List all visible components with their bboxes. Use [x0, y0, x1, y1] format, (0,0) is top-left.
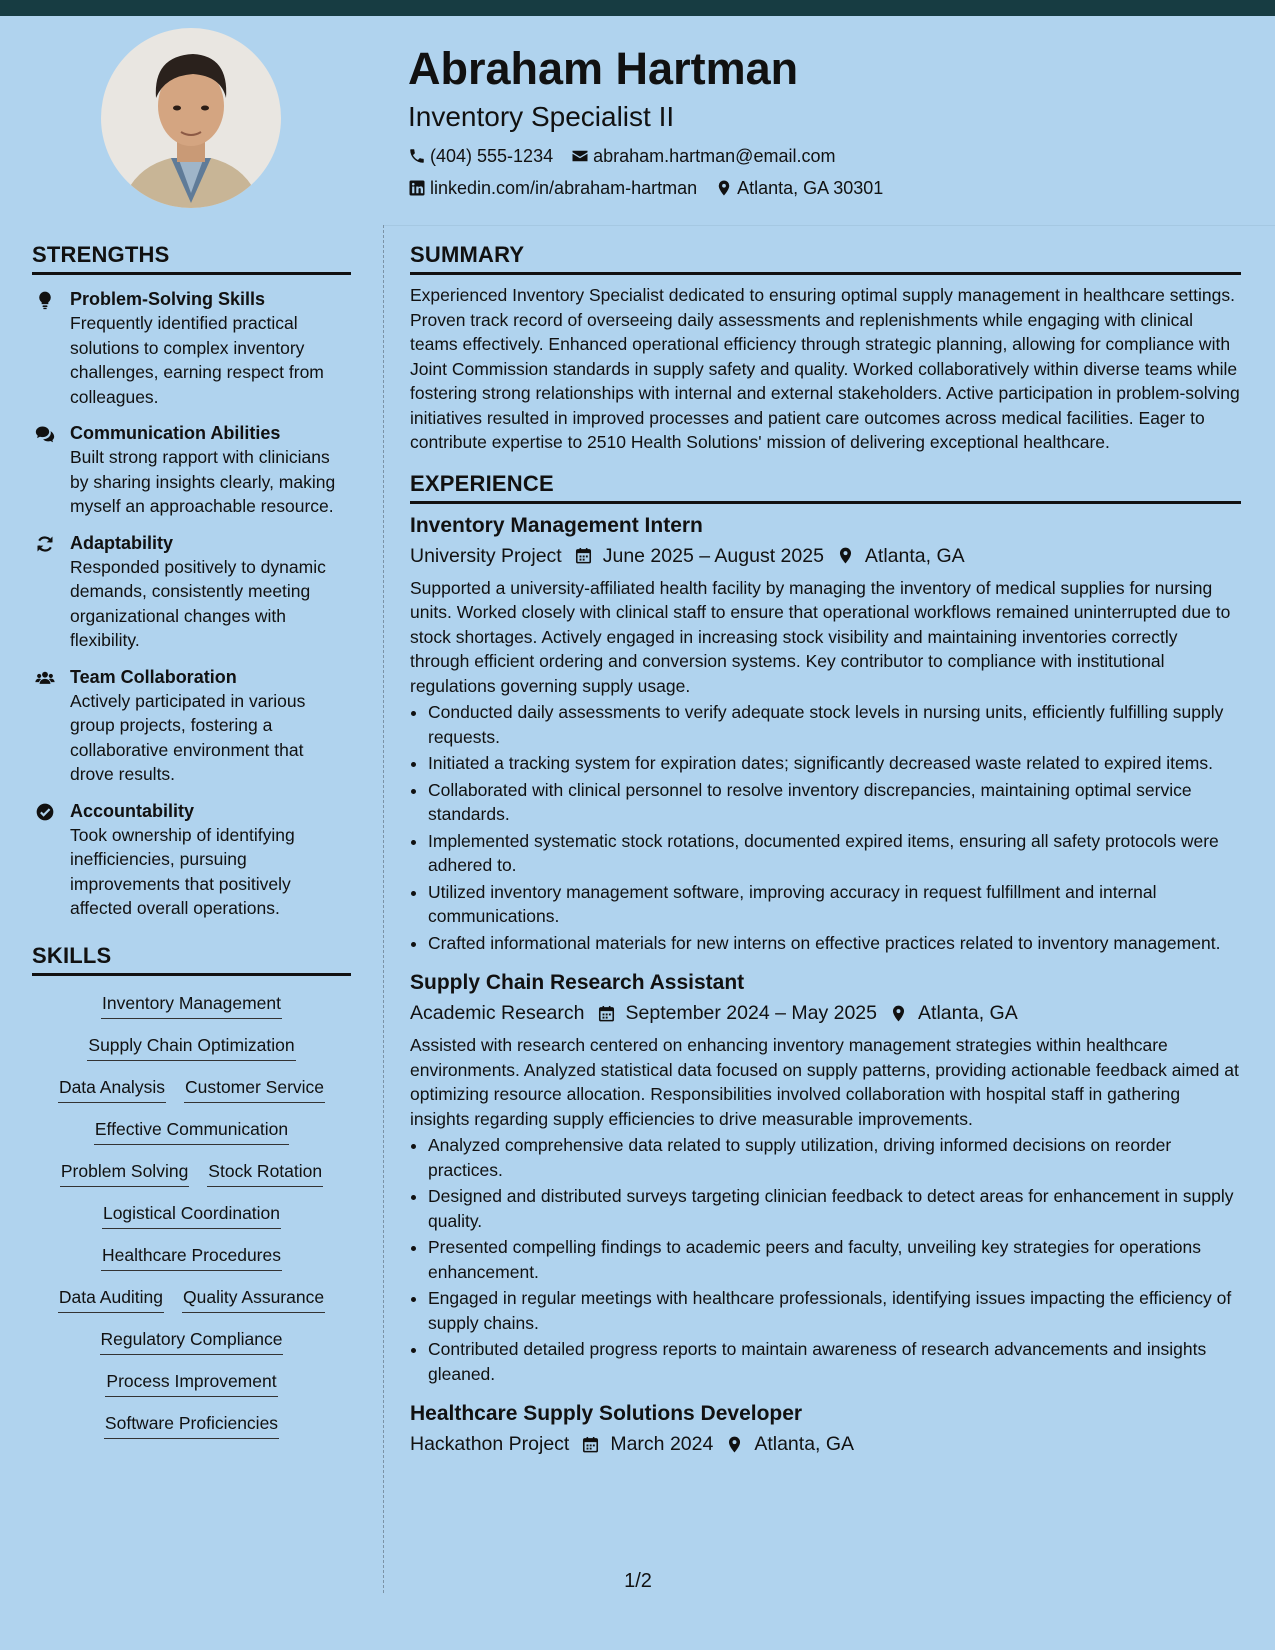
- position-meta: [410, 997, 1241, 1029]
- skill-tag: Data Auditing: [58, 1284, 164, 1313]
- position-title: Supply Chain Research Assistant: [410, 971, 745, 994]
- strength-item: [32, 421, 351, 519]
- lightbulb-icon: [32, 287, 58, 409]
- date-range: [574, 540, 824, 572]
- skill-tag: Customer Service: [184, 1074, 325, 1103]
- achievement-item: • Implemented systematic stock rotations, documented expired items, ensuring all safety protocols were adhered to.: [428, 829, 1241, 878]
- contact-row-1: [408, 140, 1228, 172]
- strengths-heading: STRENGTHS: [32, 242, 351, 275]
- strength-item: [32, 665, 351, 787]
- skills-list: [32, 990, 351, 1439]
- linkedin-contact[interactable]: [408, 172, 697, 204]
- strength-item: [32, 531, 351, 653]
- summary-text: Experienced Inventory Specialist dedicated to ensuring optimal supply management in healthcare settings. Proven track record of overseeing daily assessments and replenishments while engaging with clinical teams effectively. Enhanced operational efficiency through strategic planning, allowing for compliance with Joint Commission standards in supply safety and quality. Worked collaboratively within diverse teams while fostering strong relationships with internal and external stakeholders. Active participation in problem-solving initiatives resulted in improved processes and patient care outcomes across medical facilities. Eager to contribute expertise to 2510 Health Solutions' mission of delivering exceptional healthcare.: [410, 285, 1240, 452]
- location-text: Atlanta, GA 30301: [737, 178, 884, 198]
- location-text: Atlanta, GA: [754, 1433, 855, 1455]
- date-range: [597, 997, 878, 1029]
- strength-title: Accountability: [70, 800, 195, 821]
- strength-item: [32, 799, 351, 921]
- achievement-item: • Crafted informational materials for new interns on effective practices related to inventory management.: [428, 931, 1241, 956]
- profile-photo: [101, 28, 281, 208]
- position-description: Assisted with research centered on enhancing inventory management strategies within healthcare environments. Analyzed statistical data focused on supply patterns, providing actionable feedback aimed at optimizing resource allocation. Responsibilities involved collaboration with hospital staff in gathering insights regarding supply efficiencies to drive measurable improvements.: [410, 1035, 1239, 1129]
- experience-heading: EXPERIENCE: [410, 471, 1241, 504]
- skill-tag: Healthcare Procedures: [101, 1242, 282, 1271]
- location-text: Atlanta, GA: [864, 544, 965, 567]
- column-divider: [383, 225, 384, 1593]
- skill-tag: Problem Solving: [60, 1158, 189, 1187]
- skill-tag: Software Proficiencies: [104, 1410, 279, 1439]
- resume-header: [408, 40, 1228, 204]
- date-text: June 2025 – August 2025: [602, 544, 824, 567]
- strength-title: Adaptability: [70, 532, 174, 553]
- strength-desc: Took ownership of identifying inefficiencies, pursuing improvements that positively affected overall operations.: [70, 824, 295, 918]
- location-text: Atlanta, GA: [918, 1002, 1018, 1024]
- organization: Academic Research: [410, 1002, 585, 1024]
- skill-tag: Effective Communication: [94, 1116, 289, 1145]
- envelope-icon: [571, 147, 589, 165]
- position-meta: [410, 1428, 1241, 1460]
- skill-tag: Quality Assurance: [182, 1284, 325, 1313]
- users-icon: [32, 665, 58, 787]
- calendar-icon: [581, 1435, 600, 1454]
- page-number: 1/2: [624, 1570, 652, 1592]
- achievement-item: • Collaborated with clinical personnel to resolve inventory discrepancies, maintaining optimal service standards.: [428, 778, 1241, 827]
- skills-heading: SKILLS: [32, 943, 351, 976]
- calendar-icon: [574, 546, 593, 565]
- achievement-list: [410, 700, 1241, 955]
- position-title: Healthcare Supply Solutions Developer: [410, 1402, 803, 1425]
- strength-desc: Responded positively to dynamic demands, consistently meeting organizational changes with flexibility.: [70, 556, 326, 650]
- email-text: abraham.hartman@email.com: [593, 146, 836, 166]
- location-contact: [715, 172, 883, 204]
- job-location: [889, 997, 1018, 1029]
- chat-bubbles-icon: [32, 421, 58, 519]
- achievement-item: • Designed and distributed surveys targeting clinician feedback to detect areas for enhancement in supply quality.: [428, 1184, 1241, 1233]
- skill-tag: Regulatory Compliance: [100, 1326, 284, 1355]
- top-accent-bar: [0, 0, 1275, 16]
- phone-contact[interactable]: [408, 140, 553, 172]
- header-divider: [384, 225, 1275, 226]
- calendar-icon: [597, 1004, 616, 1023]
- achievement-item: • Analyzed comprehensive data related to supply utilization, driving informed decisions on reorder practices.: [428, 1133, 1241, 1182]
- job-title: Inventory Specialist II: [408, 101, 675, 132]
- experience-entry: [410, 969, 1241, 1386]
- right-column: [410, 242, 1241, 1464]
- map-pin-icon: [836, 546, 855, 565]
- contact-row-2: [408, 172, 1228, 204]
- achievement-item: • Contributed detailed progress reports to maintain awareness of research advancements and insights gleaned.: [428, 1337, 1241, 1386]
- achievement-item: • Presented compelling findings to academic peers and faculty, unveiling key strategies for operations enhancement.: [428, 1235, 1241, 1284]
- skill-tag: Supply Chain Optimization: [87, 1032, 295, 1061]
- check-circle-icon: [32, 799, 58, 921]
- achievement-item: • Engaged in regular meetings with healthcare professionals, identifying issues impacting the efficiency of supply chains.: [428, 1286, 1241, 1335]
- achievement-list: [410, 1133, 1241, 1386]
- date-text: March 2024: [610, 1433, 714, 1455]
- phone-text: (404) 555-1234: [430, 146, 554, 166]
- strength-title: Communication Abilities: [70, 423, 281, 443]
- position-description: Supported a university-affiliated health facility by managing the inventory of medical supplies for nursing units. Worked closely with clinical staff to ensure that operational workflows remained uninterrupted due to stock shortages. Actively engaged in increasing stock visibility and maintaining inventories correctly through efficient ordering and conversion systems. Key contributor to compliance with institutional regulations governing supply usage.: [410, 577, 1231, 696]
- achievement-item: • Conducted daily assessments to verify adequate stock levels in nursing units, efficiently fulfilling supply requests.: [428, 700, 1241, 749]
- phone-icon: [408, 147, 426, 165]
- candidate-name: Abraham Hartman: [408, 43, 799, 94]
- strength-desc: Frequently identified practical solutions to complex inventory challenges, earning respect from colleagues.: [70, 313, 324, 407]
- strength-desc: Actively participated in various group projects, fostering a collaborative environment that drove results.: [70, 690, 306, 784]
- job-location: [836, 540, 965, 572]
- map-pin-icon: [725, 1435, 744, 1454]
- skill-tag: Data Analysis: [58, 1074, 166, 1103]
- skill-tag: Logistical Coordination: [102, 1200, 281, 1229]
- organization: University Project: [410, 544, 562, 567]
- linkedin-icon: [408, 179, 426, 197]
- strength-title: Problem-Solving Skills: [70, 289, 266, 309]
- refresh-icon: [32, 531, 58, 653]
- achievement-item: • Utilized inventory management software, improving accuracy in request fulfillment and internal communications.: [428, 880, 1241, 929]
- skill-tag: Inventory Management: [101, 990, 282, 1019]
- strength-title: Team Collaboration: [70, 666, 237, 687]
- experience-entry: [410, 1400, 1241, 1460]
- position-meta: [410, 540, 1241, 572]
- job-location: [725, 1428, 854, 1460]
- date-text: September 2024 – May 2025: [625, 1002, 878, 1024]
- experience-entry: [410, 512, 1241, 956]
- achievement-item: • Initiated a tracking system for expiration dates; significantly decreased waste related to expired items.: [428, 751, 1241, 776]
- date-range: [581, 1428, 713, 1460]
- map-pin-icon: [715, 179, 733, 197]
- summary-heading: SUMMARY: [410, 242, 1241, 275]
- strength-desc: Built strong rapport with clinicians by sharing insights clearly, making myself an approachable resource.: [70, 447, 336, 516]
- skill-tag: Stock Rotation: [207, 1158, 323, 1187]
- map-pin-icon: [889, 1004, 908, 1023]
- strength-item: [32, 287, 351, 409]
- skill-tag: Process Improvement: [105, 1368, 277, 1397]
- position-title: Inventory Management Intern: [410, 513, 703, 537]
- left-column: [32, 242, 351, 1452]
- linkedin-text: linkedin.com/in/abraham-hartman: [430, 178, 698, 198]
- email-contact[interactable]: [571, 140, 835, 172]
- organization: Hackathon Project: [410, 1433, 570, 1455]
